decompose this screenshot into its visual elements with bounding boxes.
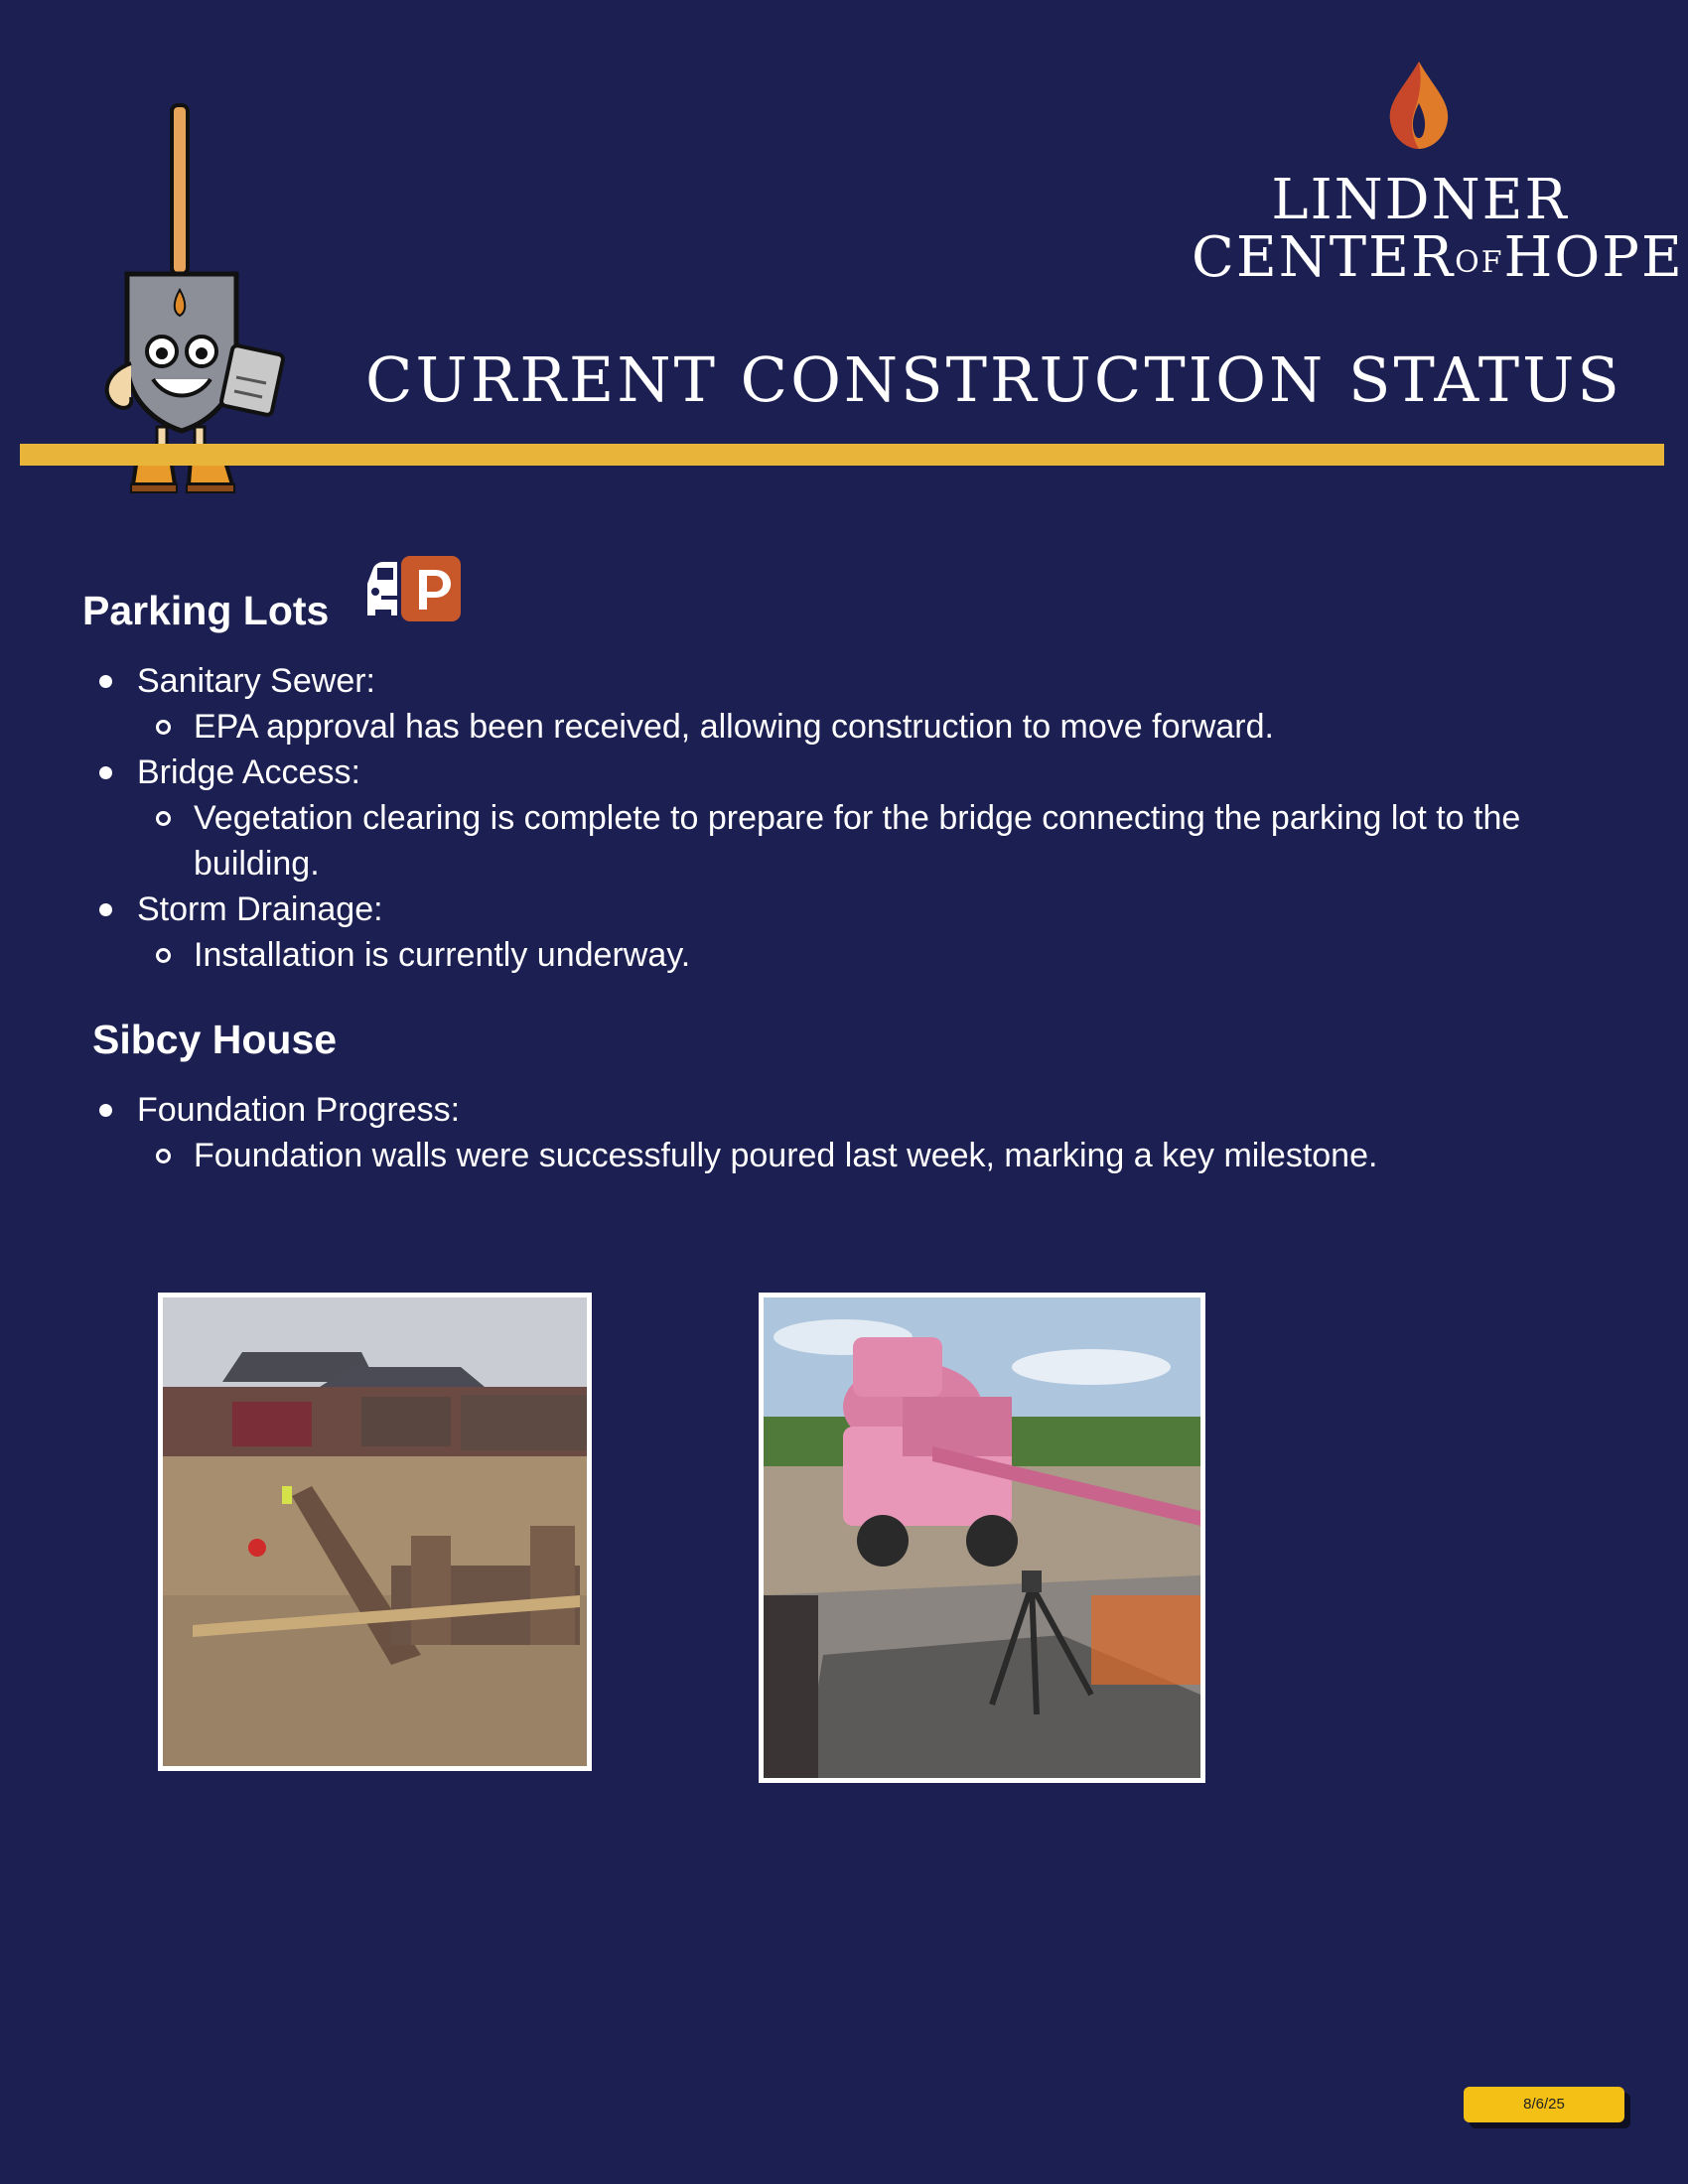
parking-lots-list [82,658,1631,978]
list-item-label: Storm Drainage: [137,890,383,928]
list-item-label: Sanitary Sewer: [137,662,375,700]
bullet-icon [99,766,112,779]
parking-car-icon [363,554,463,630]
sub-list-item [82,932,1631,978]
foundation-forms-photo [158,1293,592,1771]
bullet-icon [99,903,112,916]
logo-line-lindner: LINDNER [1271,168,1569,232]
sub-list-item [82,704,1631,750]
list-item-label: Foundation Progress: [137,1091,461,1129]
sub-list-item-text: EPA approval has been received, allowing construction to move forward. [194,708,1274,746]
title-divider [20,444,1664,466]
sub-list-item [82,795,1631,887]
bullet-icon [99,675,112,688]
section-heading-parking-lots: Parking Lots [82,588,330,633]
list-item [82,658,1631,750]
lindner-logo [1192,60,1684,290]
bullet-icon [99,1104,112,1117]
logo-word-hope: HOPE [1503,225,1684,290]
hollow-bullet-icon [156,1149,171,1163]
logo-line-center-of-hope [1192,225,1684,290]
shovel-mascot-icon [87,103,306,500]
pink-concrete-truck-photo [759,1293,1205,1783]
sub-list-item [82,1133,1631,1178]
logo-word-of: OF [1455,245,1504,280]
hollow-bullet-icon [156,720,171,735]
list-item [82,750,1631,887]
hollow-bullet-icon [156,811,171,826]
list-item [82,1087,1631,1178]
list-item-label: Bridge Access: [137,753,360,791]
date-badge: 8/6/25 [1464,2087,1624,2122]
logo-word-center: CENTER [1192,225,1456,290]
flame-icon [1383,60,1455,151]
page-title: CURRENT CONSTRUCTION STATUS [365,343,1622,416]
section-heading-sibcy-house: Sibcy House [92,1017,338,1062]
list-item [82,887,1631,978]
sibcy-house-list [82,1087,1631,1178]
sub-list-item-text: Foundation walls were successfully poured last week, marking a key milestone. [194,1137,1378,1174]
sub-list-item-text: Vegetation clearing is complete to prepare for the bridge connecting the parking lot to the building. [194,799,1521,883]
hollow-bullet-icon [156,948,171,963]
sub-list-item-text: Installation is currently underway. [194,936,691,974]
